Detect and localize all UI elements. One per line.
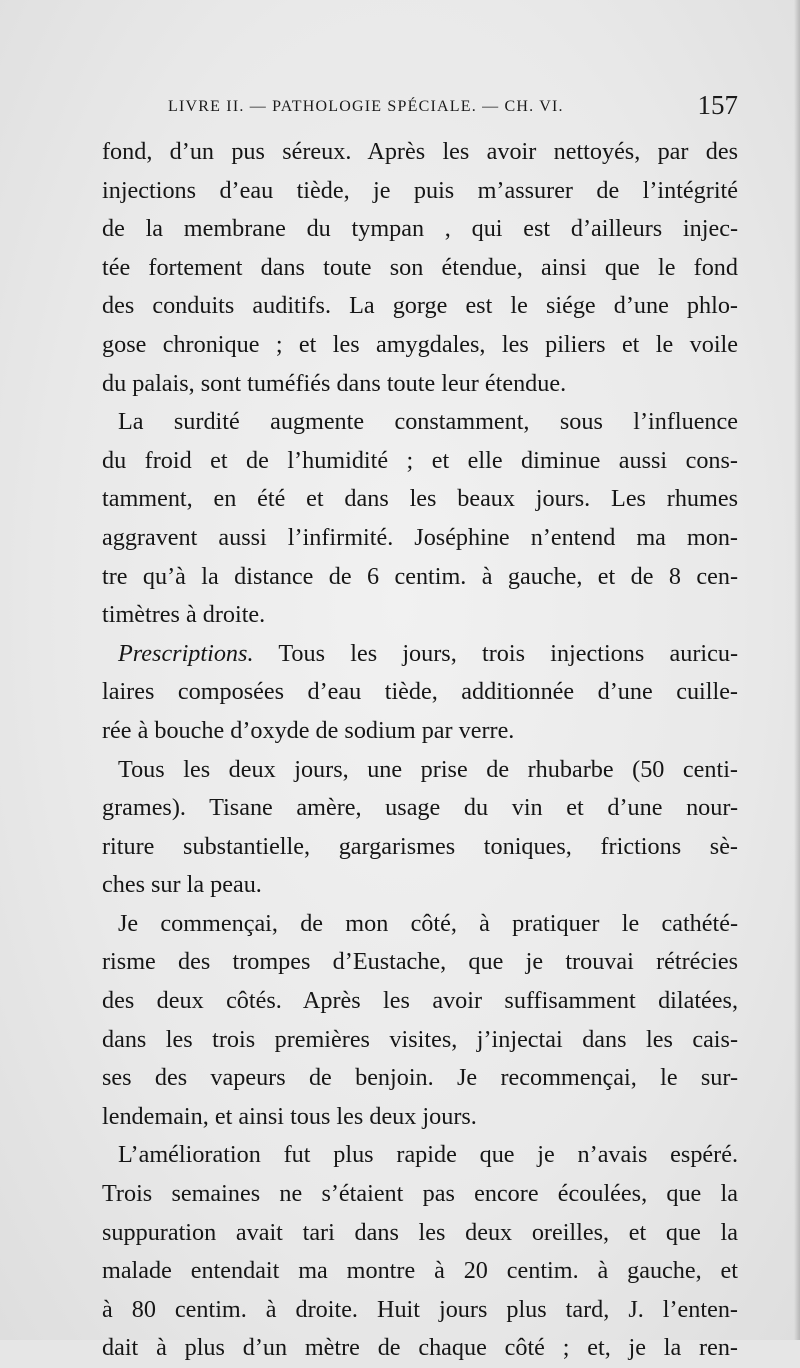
text-line: grames). Tisane amère, usage du vin et d’une nour- [102,794,738,822]
running-title: LIVRE II. — PATHOLOGIE SPÉCIALE. — CH. VI. [168,98,564,115]
text-line: des deux côtés. Après les avoir suffisamment dilatées, [102,987,738,1015]
text-line: suppuration avait tari dans les deux oreilles, et que la [102,1218,738,1246]
text-run: Tous les jours, trois injections auricu- [278,639,738,667]
text-line: du palais, sont tuméfiés dans toute leur étendue. [102,369,567,397]
text-line: injections d’eau tiède, je puis m’assurer de l’intégrité [102,176,738,204]
body-text [102,133,738,1368]
text-line: Je commençai, de mon côté, à pratiquer le cathété- [118,909,738,937]
text-line: fond, d’un pus séreux. Après les avoir nettoyés, par des [102,138,738,165]
text-line: tée fortement dans toute son étendue, ainsi que le fond [102,253,738,281]
text-line: tre qu’à la distance de 6 centim. à gauche, et de 8 cen- [102,562,738,590]
text-line: riture substantielle, gargarismes toniques, frictions sè- [102,832,738,860]
text-line: Tous les deux jours, une prise de rhubarbe (50 centi- [118,755,738,783]
prescriptions-line [102,635,738,674]
text-line: gose chronique ; et les amygdales, les piliers et le voile [102,330,738,358]
page-number: 157 [697,90,738,120]
text-line: tamment, en été et dans les beaux jours. Les rhumes [102,485,738,513]
prescriptions-heading: Prescriptions. [118,639,254,667]
text-line: lendemain, et ainsi tous les deux jours. [102,1102,477,1130]
text-line: dans les trois premières visites, j’injectai dans les cais- [102,1025,738,1053]
text-line: ses des vapeurs de benjoin. Je recommençai, le sur- [102,1064,738,1092]
text-line: du froid et de l’humidité ; et elle diminue aussi cons- [102,446,738,474]
text-line: Trois semaines ne s’étaient pas encore écoulées, que la [102,1180,738,1208]
text-line: ches sur la peau. [102,871,262,899]
text-line: malade entendait ma montre à 20 centim. à gauche, et [102,1257,738,1285]
text-line: à 80 centim. à droite. Huit jours plus tard, J. l’enten- [102,1295,738,1323]
text-line: timètres à droite. [102,601,266,629]
text-line: laires composées d’eau tiède, additionnée d’une cuille- [102,678,738,706]
text-line: de la membrane du tympan , qui est d’ailleurs injec- [102,215,738,243]
text-line: La surdité augmente constamment, sous l’influence [118,408,738,436]
text-line: dait à plus d’un mètre de chaque côté ; et, je la ren- [102,1334,738,1362]
text-line: L’amélioration fut plus rapide que je n’avais espéré. [118,1141,738,1169]
running-head [168,90,738,130]
text-line: risme des trompes d’Eustache, que je trouvai rétrécies [102,948,738,976]
text-line: rée à bouche d’oxyde de sodium par verre. [102,716,515,744]
text-line: aggravent aussi l’infirmité. Joséphine n’entend ma mon- [102,523,738,551]
text-line: des conduits auditifs. La gorge est le siége d’une phlo- [102,292,738,320]
